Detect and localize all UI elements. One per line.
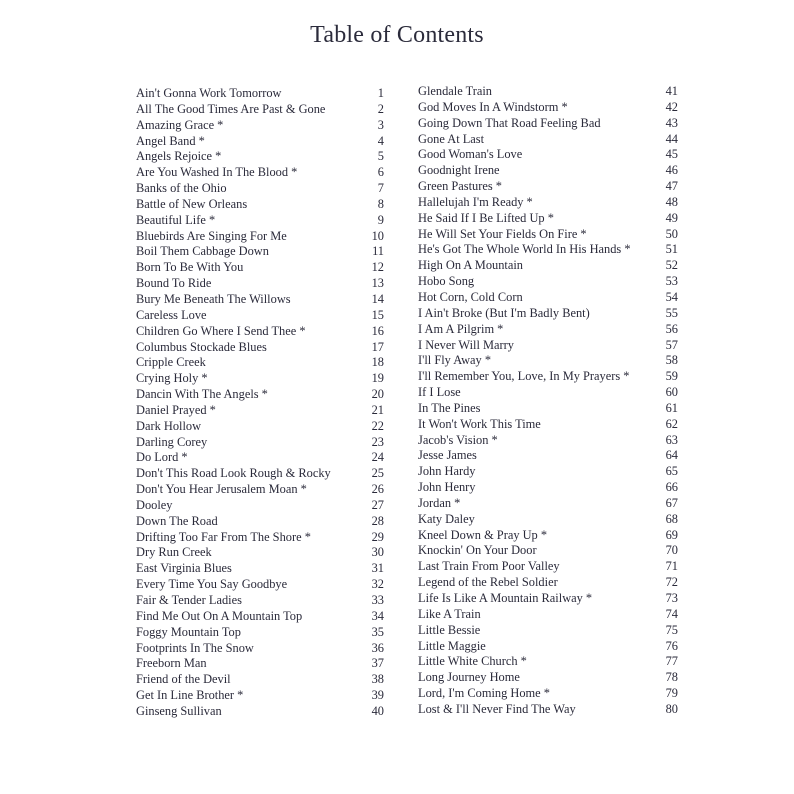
toc-entry-title: All The Good Times Are Past & Gone xyxy=(136,101,326,116)
toc-entry-page-number: 8 xyxy=(377,196,384,211)
toc-entry-page-number: 38 xyxy=(371,672,384,687)
toc-entry xyxy=(418,211,678,227)
toc-entry-title: Gone At Last xyxy=(418,131,485,146)
toc-entry-page-number: 54 xyxy=(665,289,678,304)
toc-entry xyxy=(136,530,394,546)
toc-entry xyxy=(136,244,394,260)
toc-entry-page-number: 24 xyxy=(371,450,384,465)
toc-entry xyxy=(418,623,678,639)
toc-entry-title: Dooley xyxy=(136,497,173,512)
toc-entry-page-number: 25 xyxy=(371,466,384,481)
toc-entry-title: Find Me Out On A Mountain Top xyxy=(136,608,303,623)
toc-entry-title: Born To Be With You xyxy=(136,260,244,275)
toc-entry-title: Knockin' On Your Door xyxy=(418,543,537,558)
toc-entry-title: Dark Hollow xyxy=(136,418,202,433)
toc-entry xyxy=(136,229,394,245)
toc-entry xyxy=(418,417,678,433)
toc-entry xyxy=(136,260,394,276)
toc-entry-page-number: 17 xyxy=(371,339,384,354)
toc-entry xyxy=(136,704,394,720)
toc-entry-page-number: 35 xyxy=(371,624,384,639)
toc-entry-page-number: 62 xyxy=(665,416,678,431)
toc-entry-page-number: 42 xyxy=(665,99,678,114)
toc-entry xyxy=(136,149,394,165)
toc-entry xyxy=(418,242,678,258)
toc-entry xyxy=(136,482,394,498)
toc-entry xyxy=(418,116,678,132)
toc-entry-page-number: 11 xyxy=(372,244,384,259)
toc-entry-page-number: 65 xyxy=(665,464,678,479)
toc-entry-title: Battle of New Orleans xyxy=(136,196,248,211)
toc-entry xyxy=(418,401,678,417)
toc-entry xyxy=(418,227,678,243)
toc-left-column xyxy=(136,86,394,720)
toc-entry-page-number: 13 xyxy=(371,276,384,291)
toc-entry-page-number: 48 xyxy=(665,194,678,209)
toc-entry-page-number: 53 xyxy=(665,274,678,289)
toc-entry-title: Do Lord * xyxy=(136,450,188,465)
toc-entry-title: I'll Remember You, Love, In My Prayers * xyxy=(418,369,630,384)
toc-entry-title: He's Got The Whole World In His Hands * xyxy=(418,242,631,257)
toc-entry-title: I'll Fly Away * xyxy=(418,353,492,368)
toc-entry-page-number: 41 xyxy=(665,84,678,98)
toc-entry-title: Daniel Prayed * xyxy=(136,402,216,417)
toc-entry-title: Bluebirds Are Singing For Me xyxy=(136,228,287,243)
toc-entry xyxy=(136,435,394,451)
toc-entry-title: Little Maggie xyxy=(418,638,486,653)
toc-entry-title: God Moves In A Windstorm * xyxy=(418,99,568,114)
toc-entry-title: Beautiful Life * xyxy=(136,212,216,227)
toc-entry-page-number: 52 xyxy=(665,258,678,273)
toc-entry-page-number: 10 xyxy=(371,228,384,243)
toc-entry-page-number: 15 xyxy=(371,307,384,322)
toc-entry-page-number: 4 xyxy=(377,133,384,148)
toc-entry xyxy=(136,340,394,356)
toc-entry-page-number: 12 xyxy=(371,260,384,275)
toc-entry-page-number: 21 xyxy=(371,402,384,417)
toc-entry-page-number: 31 xyxy=(371,561,384,576)
toc-entry xyxy=(418,84,678,100)
toc-entry-page-number: 66 xyxy=(665,480,678,495)
toc-entry-page-number: 36 xyxy=(371,640,384,655)
toc-entry-title: Like A Train xyxy=(418,606,481,621)
toc-entry-title: Hobo Song xyxy=(418,274,475,289)
toc-entry-page-number: 79 xyxy=(665,686,678,701)
toc-entry-title: Boil Them Cabbage Down xyxy=(136,244,269,259)
page-title: Table of Contents xyxy=(310,22,484,48)
toc-entry xyxy=(418,147,678,163)
toc-entry xyxy=(418,575,678,591)
toc-entry xyxy=(418,480,678,496)
toc-entry-page-number: 61 xyxy=(665,400,678,415)
toc-entry xyxy=(418,512,678,528)
toc-entry-title: Green Pastures * xyxy=(418,179,502,194)
toc-entry xyxy=(136,292,394,308)
toc-entry xyxy=(418,591,678,607)
toc-entry-title: I Never Will Marry xyxy=(418,337,514,352)
toc-entry-page-number: 5 xyxy=(377,149,384,164)
toc-entry xyxy=(136,371,394,387)
toc-entry-title: Ain't Gonna Work Tomorrow xyxy=(136,86,282,100)
toc-entry xyxy=(136,118,394,134)
toc-entry-title: Lost & I'll Never Find The Way xyxy=(418,701,576,716)
toc-entry xyxy=(418,702,678,718)
toc-entry xyxy=(418,654,678,670)
toc-entry-page-number: 16 xyxy=(371,323,384,338)
toc-entry-page-number: 2 xyxy=(377,101,384,116)
toc-entry-page-number: 9 xyxy=(377,212,384,227)
toc-entry-page-number: 71 xyxy=(665,559,678,574)
toc-entry-page-number: 70 xyxy=(665,543,678,558)
toc-entry xyxy=(136,641,394,657)
toc-entry-page-number: 22 xyxy=(371,418,384,433)
toc-entry-page-number: 27 xyxy=(371,497,384,512)
toc-entry-title: Fair & Tender Ladies xyxy=(136,593,242,607)
toc-entry-page-number: 47 xyxy=(665,179,678,194)
toc-entry-page-number: 49 xyxy=(665,210,678,225)
toc-entry-title: Footprints In The Snow xyxy=(136,640,254,655)
toc-entry-page-number: 20 xyxy=(371,387,384,402)
toc-entry-title: Angel Band * xyxy=(136,133,205,148)
toc-entry xyxy=(418,686,678,702)
toc-entry xyxy=(418,464,678,480)
toc-entry-title: Lord, I'm Coming Home * xyxy=(418,686,550,701)
toc-entry-title: Katy Daley xyxy=(418,511,475,526)
toc-entry-title: Every Time You Say Goodbye xyxy=(136,577,288,592)
toc-entry xyxy=(136,656,394,672)
toc-entry-page-number: 29 xyxy=(371,529,384,544)
toc-entry-page-number: 14 xyxy=(371,291,384,306)
toc-entry-title: Drifting Too Far From The Shore * xyxy=(136,529,311,544)
toc-entry-title: Careless Love xyxy=(136,307,207,322)
toc-entry-page-number: 43 xyxy=(665,115,678,130)
toc-entry-title: Jesse James xyxy=(418,448,477,463)
toc-entry-title: Bury Me Beneath The Willows xyxy=(136,291,291,306)
toc-right-column xyxy=(418,84,678,718)
toc-entry-title: Are You Washed In The Blood * xyxy=(136,165,298,180)
toc-entry-title: Jacob's Vision * xyxy=(418,432,498,447)
toc-entry-page-number: 34 xyxy=(371,608,384,623)
toc-entry xyxy=(418,100,678,116)
toc-entry-title: Banks of the Ohio xyxy=(136,181,227,196)
toc-entry xyxy=(136,276,394,292)
toc-entry xyxy=(136,672,394,688)
toc-entry xyxy=(136,355,394,371)
toc-entry xyxy=(418,528,678,544)
toc-entry-page-number: 64 xyxy=(665,448,678,463)
toc-entry xyxy=(136,134,394,150)
toc-entry-page-number: 72 xyxy=(665,575,678,590)
toc-entry-page-number: 68 xyxy=(665,511,678,526)
toc-entry-title: In The Pines xyxy=(418,400,481,415)
toc-entry-page-number: 67 xyxy=(665,495,678,510)
toc-entry-page-number: 39 xyxy=(371,688,384,703)
toc-entry-page-number: 63 xyxy=(665,432,678,447)
toc-entry-title: Cripple Creek xyxy=(136,355,206,370)
toc-entry-title: Legend of the Rebel Soldier xyxy=(418,575,558,590)
toc-entry-page-number: 18 xyxy=(371,355,384,370)
toc-entry-page-number: 1 xyxy=(377,86,384,100)
toc-entry-page-number: 19 xyxy=(371,371,384,386)
toc-entry xyxy=(136,514,394,530)
toc-entry-title: John Henry xyxy=(418,480,476,495)
toc-entry-page-number: 3 xyxy=(377,117,384,132)
toc-entry-page-number: 37 xyxy=(371,656,384,671)
toc-entry xyxy=(136,403,394,419)
toc-entry-title: Columbus Stockade Blues xyxy=(136,339,267,354)
toc-entry-page-number: 50 xyxy=(665,226,678,241)
toc-entry xyxy=(418,132,678,148)
toc-entry-page-number: 73 xyxy=(665,591,678,605)
toc-entry xyxy=(418,274,678,290)
toc-entry-page-number: 55 xyxy=(665,305,678,320)
toc-entry xyxy=(136,213,394,229)
toc-entry-page-number: 56 xyxy=(665,321,678,336)
toc-entry-page-number: 74 xyxy=(665,606,678,621)
toc-entry-page-number: 28 xyxy=(371,513,384,528)
toc-entry-title: Children Go Where I Send Thee * xyxy=(136,323,306,338)
toc-entry xyxy=(418,179,678,195)
toc-entry-page-number: 77 xyxy=(665,654,678,669)
toc-entry-title: Down The Road xyxy=(136,513,218,528)
toc-entry-title: I Am A Pilgrim * xyxy=(418,321,504,336)
toc-entry-page-number: 80 xyxy=(665,701,678,716)
toc-entry xyxy=(136,466,394,482)
toc-entry-page-number: 59 xyxy=(665,369,678,384)
toc-entry-title: It Won't Work This Time xyxy=(418,416,541,431)
toc-entry xyxy=(136,419,394,435)
toc-entry-title: Bound To Ride xyxy=(136,276,212,291)
toc-entry xyxy=(136,450,394,466)
toc-entry-title: John Hardy xyxy=(418,464,476,479)
toc-entry-title: Hallelujah I'm Ready * xyxy=(418,194,533,209)
toc-entry xyxy=(418,433,678,449)
toc-entry-page-number: 33 xyxy=(371,593,384,607)
toc-entry xyxy=(418,322,678,338)
toc-entry xyxy=(418,670,678,686)
toc-entry xyxy=(136,197,394,213)
toc-entry xyxy=(136,387,394,403)
toc-entry-title: Foggy Mountain Top xyxy=(136,624,241,639)
toc-entry xyxy=(418,607,678,623)
toc-entry-page-number: 6 xyxy=(377,165,384,180)
toc-entry-title: Don't This Road Look Rough & Rocky xyxy=(136,466,331,481)
toc-entry-title: Ginseng Sullivan xyxy=(136,703,222,718)
toc-entry-title: Dry Run Creek xyxy=(136,545,212,560)
toc-entry-title: Kneel Down & Pray Up * xyxy=(418,527,548,542)
toc-entry xyxy=(136,688,394,704)
toc-entry xyxy=(418,353,678,369)
toc-entry xyxy=(418,448,678,464)
toc-entry-page-number: 78 xyxy=(665,670,678,685)
toc-entry-title: Life Is Like A Mountain Railway * xyxy=(418,591,593,605)
toc-entry xyxy=(418,163,678,179)
toc-entry-page-number: 76 xyxy=(665,638,678,653)
toc-entry-title: Long Journey Home xyxy=(418,670,520,685)
toc-entry xyxy=(136,545,394,561)
toc-entry-page-number: 75 xyxy=(665,622,678,637)
toc-entry xyxy=(136,609,394,625)
toc-entry-title: If I Lose xyxy=(418,385,461,400)
toc-entry-title: Little Bessie xyxy=(418,622,481,637)
toc-entry-title: Crying Holy * xyxy=(136,371,208,386)
toc-entry xyxy=(136,625,394,641)
toc-entry xyxy=(136,577,394,593)
toc-entry-title: Last Train From Poor Valley xyxy=(418,559,560,574)
toc-entry-title: Hot Corn, Cold Corn xyxy=(418,289,523,304)
toc-entry-page-number: 30 xyxy=(371,545,384,560)
toc-entry xyxy=(418,338,678,354)
toc-entry-page-number: 45 xyxy=(665,147,678,162)
toc-entry xyxy=(418,290,678,306)
toc-entry xyxy=(418,543,678,559)
toc-entry xyxy=(136,86,394,102)
toc-entry xyxy=(136,102,394,118)
toc-entry-page-number: 69 xyxy=(665,527,678,542)
toc-entry xyxy=(418,306,678,322)
toc-entry-page-number: 32 xyxy=(371,577,384,592)
toc-entry xyxy=(136,181,394,197)
toc-entry-page-number: 58 xyxy=(665,353,678,368)
toc-entry-title: Glendale Train xyxy=(418,84,492,98)
toc-entry-title: Good Woman's Love xyxy=(418,147,523,162)
toc-entry-page-number: 57 xyxy=(665,337,678,352)
toc-entry-title: Dancin With The Angels * xyxy=(136,387,268,402)
toc-entry-title: Darling Corey xyxy=(136,434,208,449)
toc-entry-page-number: 51 xyxy=(665,242,678,257)
toc-entry-title: Jordan * xyxy=(418,495,461,510)
toc-entry xyxy=(418,496,678,512)
toc-entry xyxy=(418,385,678,401)
toc-entry-page-number: 23 xyxy=(371,434,384,449)
toc-entry-title: East Virginia Blues xyxy=(136,561,232,576)
toc-entry-page-number: 46 xyxy=(665,163,678,178)
toc-entry-title: Going Down That Road Feeling Bad xyxy=(418,115,601,130)
toc-entry xyxy=(418,559,678,575)
toc-entry xyxy=(136,165,394,181)
toc-entry xyxy=(136,561,394,577)
toc-entry-page-number: 60 xyxy=(665,385,678,400)
toc-entry xyxy=(418,258,678,274)
toc-entry-page-number: 7 xyxy=(377,181,384,196)
toc-entry-title: Goodnight Irene xyxy=(418,163,500,178)
toc-entry-title: High On A Mountain xyxy=(418,258,523,273)
toc-entry-title: Friend of the Devil xyxy=(136,672,231,687)
toc-entry-title: I Ain't Broke (But I'm Badly Bent) xyxy=(418,305,590,320)
toc-entry xyxy=(136,308,394,324)
toc-entry-title: Freeborn Man xyxy=(136,656,207,671)
toc-entry-title: Amazing Grace * xyxy=(136,117,224,132)
toc-entry-title: He Will Set Your Fields On Fire * xyxy=(418,226,587,241)
toc-entry xyxy=(136,324,394,340)
toc-entry-title: Angels Rejoice * xyxy=(136,149,222,164)
toc-entry-title: Don't You Hear Jerusalem Moan * xyxy=(136,482,307,497)
toc-entry-page-number: 26 xyxy=(371,482,384,497)
toc-entry xyxy=(418,195,678,211)
toc-entry-title: Little White Church * xyxy=(418,654,527,669)
toc-entry-page-number: 40 xyxy=(371,703,384,718)
toc-entry-title: Get In Line Brother * xyxy=(136,688,244,703)
toc-entry-page-number: 44 xyxy=(665,131,678,146)
toc-entry xyxy=(418,369,678,385)
toc-entry xyxy=(136,593,394,609)
toc-entry xyxy=(136,498,394,514)
toc-entry-title: He Said If I Be Lifted Up * xyxy=(418,210,554,225)
toc-entry xyxy=(418,639,678,655)
